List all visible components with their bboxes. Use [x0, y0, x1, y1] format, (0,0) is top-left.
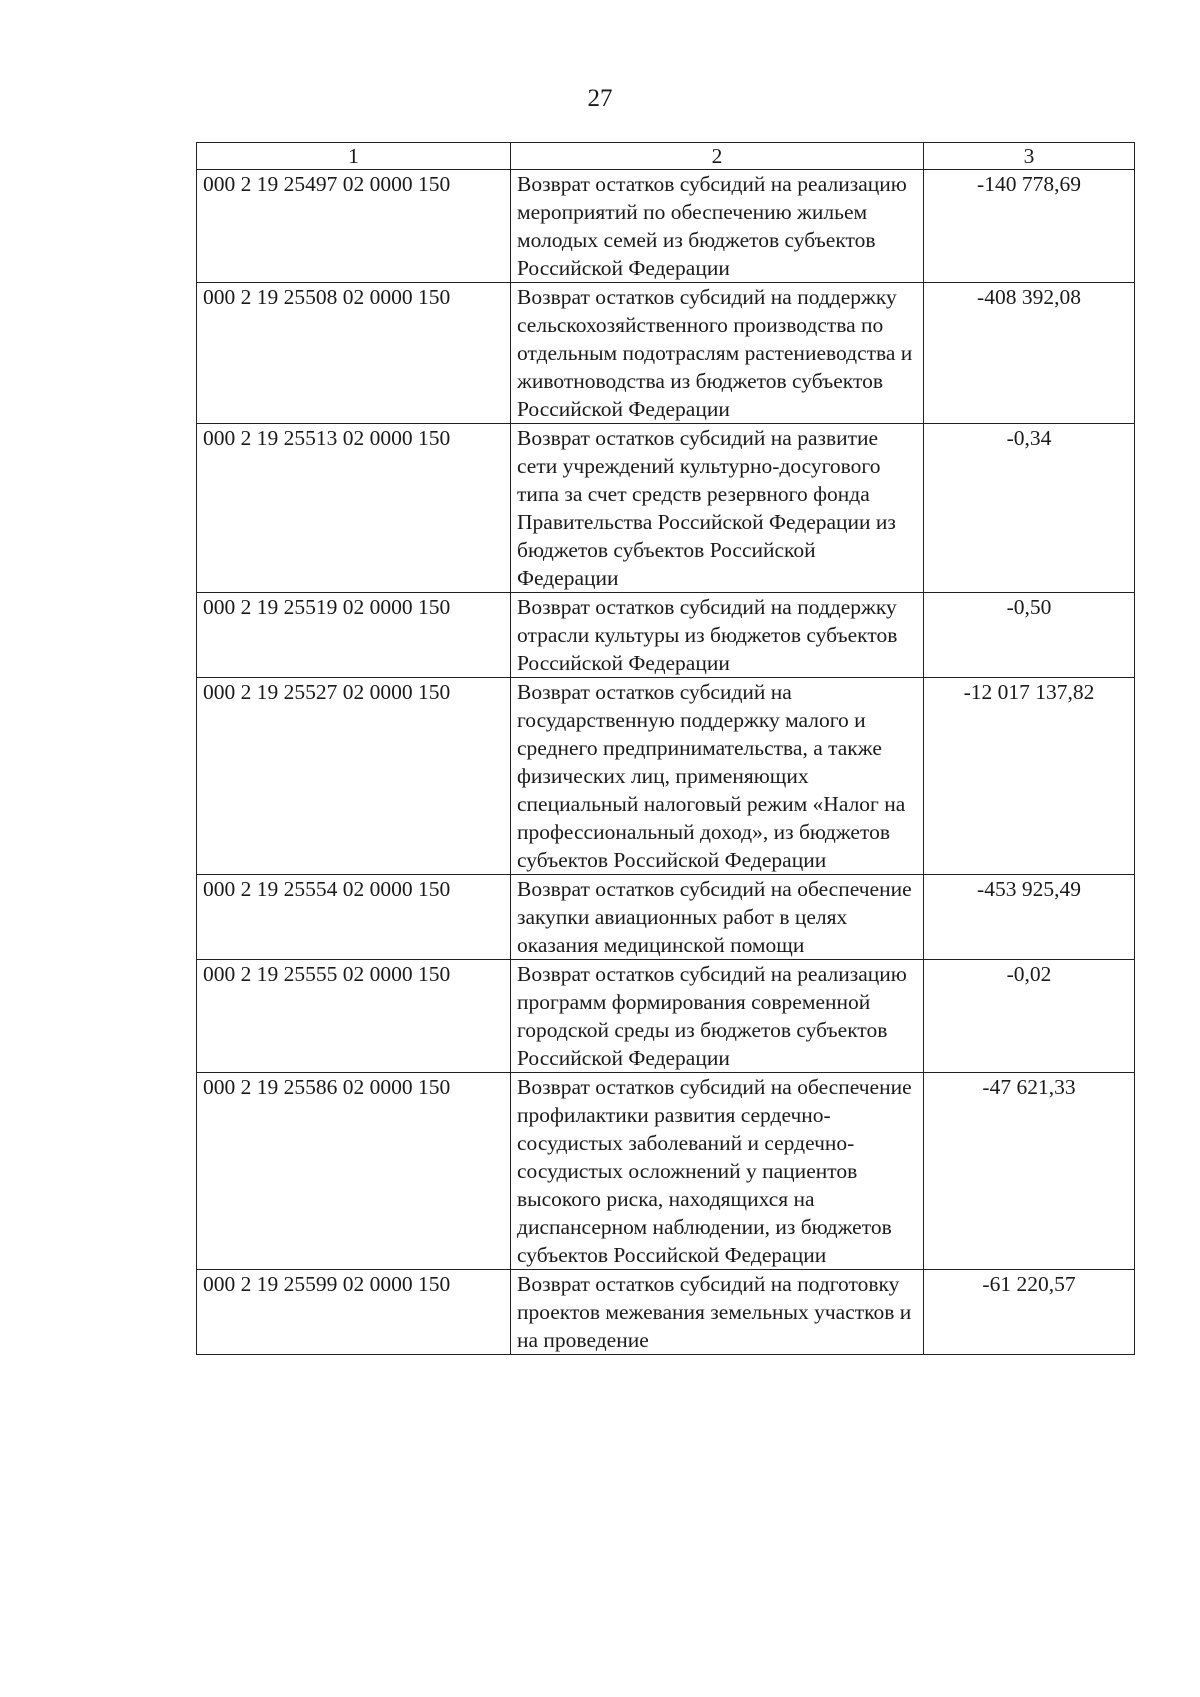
budget-code: 000 2 19 25555 02 0000 150 [197, 960, 511, 1073]
column-header: 1 [197, 143, 511, 170]
budget-code: 000 2 19 25586 02 0000 150 [197, 1073, 511, 1270]
table-row [197, 1073, 1135, 1270]
row-amount: -0,02 [924, 960, 1135, 1073]
row-amount: -408 392,08 [924, 283, 1135, 424]
row-description: Возврат остатков субсидий на развитие сети учреждений культурно-досугового типа за счет средств резервного фонда Правительства Российской Федерации из бюджетов субъектов Российской Федерации [511, 424, 924, 593]
row-amount: -61 220,57 [924, 1270, 1135, 1355]
row-amount: -47 621,33 [924, 1073, 1135, 1270]
page-number: 27 [587, 85, 613, 112]
row-description: Возврат остатков субсидий на реализацию программ формирования современной городской среды из бюджетов субъектов Российской Федерации [511, 960, 924, 1073]
table-row [197, 1270, 1135, 1355]
budget-code: 000 2 19 25519 02 0000 150 [197, 593, 511, 678]
table-header-row [197, 143, 1135, 170]
table-row [197, 283, 1135, 424]
budget-code: 000 2 19 25599 02 0000 150 [197, 1270, 511, 1355]
row-amount: -0,34 [924, 424, 1135, 593]
table-row [197, 170, 1135, 283]
budget-code: 000 2 19 25554 02 0000 150 [197, 875, 511, 960]
budget-code: 000 2 19 25508 02 0000 150 [197, 283, 511, 424]
row-description: Возврат остатков субсидий на подготовку проектов межевания земельных участков и на проведение [511, 1270, 924, 1355]
row-description: Возврат остатков субсидий на обеспечение закупки авиационных работ в целях оказания медицинской помощи [511, 875, 924, 960]
row-amount: -140 778,69 [924, 170, 1135, 283]
table-row [197, 875, 1135, 960]
table-row [197, 593, 1135, 678]
row-amount: -453 925,49 [924, 875, 1135, 960]
column-header: 2 [511, 143, 924, 170]
row-description: Возврат остатков субсидий на государственную поддержку малого и среднего предпринимательства, а также физических лиц, применяющих специальный налоговый режим «Налог на профессиональный доход», из бюджетов субъектов Российской Федерации [511, 678, 924, 875]
budget-table [196, 142, 1135, 1355]
table-row [197, 424, 1135, 593]
budget-code: 000 2 19 25497 02 0000 150 [197, 170, 511, 283]
table-row [197, 960, 1135, 1073]
budget-code: 000 2 19 25513 02 0000 150 [197, 424, 511, 593]
row-amount: -0,50 [924, 593, 1135, 678]
row-description: Возврат остатков субсидий на обеспечение профилактики развития сердечно-сосудистых заболеваний и сердечно-сосудистых осложнений у пациентов высокого риска, находящихся на диспансерном наблюдении, из бюджетов субъектов Российской Федерации [511, 1073, 924, 1270]
row-amount: -12 017 137,82 [924, 678, 1135, 875]
table-row [197, 678, 1135, 875]
column-header: 3 [924, 143, 1135, 170]
budget-code: 000 2 19 25527 02 0000 150 [197, 678, 511, 875]
row-description: Возврат остатков субсидий на поддержку сельскохозяйственного производства по отдельным подотраслям растениеводства и животноводства из бюджетов субъектов Российской Федерации [511, 283, 924, 424]
row-description: Возврат остатков субсидий на поддержку отрасли культуры из бюджетов субъектов Российской Федерации [511, 593, 924, 678]
row-description: Возврат остатков субсидий на реализацию мероприятий по обеспечению жильем молодых семей из бюджетов субъектов Российской Федерации [511, 170, 924, 283]
